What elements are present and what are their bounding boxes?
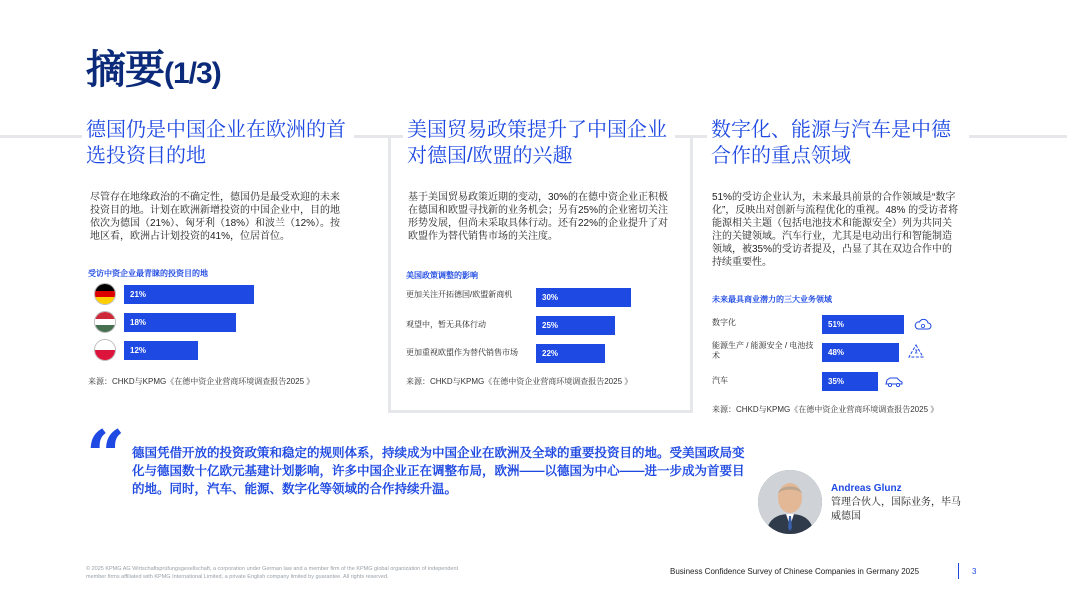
chart-2-category: 更加关注开拓德国/欧盟新商机 — [406, 290, 513, 299]
chart-3-bar: 51% — [822, 315, 904, 334]
flag-hungary-icon — [94, 311, 116, 333]
recycle-icon — [907, 343, 925, 362]
copyright-notice: © 2025 KPMG AG Wirtschaftsprüfungsgesellschaft, a corporation under German law and a member firm of the KPMG global organization of independent member firms affiliated with KPMG International Limited, a private English company limited by guarantee. All rights reserved. — [86, 566, 459, 580]
chart-1-bar: 12% — [124, 341, 198, 360]
chart-3-category: 汽车 — [712, 376, 728, 385]
page-title-main: 摘要 — [86, 48, 164, 92]
page-title-sub: (1/3) — [164, 57, 221, 90]
column-2-body: 基于美国贸易政策近期的变动，30%的在德中资企业正积极在德国和欧盟寻找新的业务机会；另有25%的企业密切关注形势发展，但尚未采取具体行动。还有22%的企业提升了对欧盟作为替代销售市场的关注度。 — [408, 192, 669, 242]
flag-poland-icon — [94, 339, 116, 361]
column-3-source: 来源：CHKD与KPMG《在德中资企业营商环境调查报告2025 》 — [712, 405, 939, 414]
chart-1-title: 受访中资企业最青睐的投资目的地 — [88, 269, 208, 278]
chart-3-category: 数字化 — [712, 318, 736, 327]
avatar — [758, 470, 822, 534]
quote-mark-icon: “ — [86, 416, 126, 496]
person-role: 管理合伙人，国际业务，毕马威德国 — [831, 497, 961, 522]
cloud-icon — [914, 317, 932, 334]
column-2-source: 来源：CHKD与KPMG《在德中资企业营商环境调查报告2025 》 — [406, 377, 633, 386]
column-3-heading: 数字化、能源与汽车是中德合作的重点领域 — [707, 117, 969, 169]
chart-3-bar: 48% — [822, 343, 899, 362]
chart-2-category: 观望中，暂无具体行动 — [406, 320, 486, 329]
column-divider-right — [690, 135, 693, 413]
chart-3-bar: 35% — [822, 372, 878, 391]
chart-3-category: 能源生产 / 能源安全 / 电池技术 — [712, 341, 814, 360]
flag-germany-icon — [94, 283, 116, 305]
column-1-heading: 德国仍是中国企业在欧洲的首选投资目的地 — [82, 117, 354, 169]
chart-2-bar: 25% — [536, 316, 615, 335]
column-bottom-divider — [388, 410, 693, 413]
chart-2-bar: 22% — [536, 344, 605, 363]
quote-text: 德国凭借开放的投资政策和稳定的规则体系，持续成为中国企业在欧洲及全球的重要投资目的地。受美国政局变化与德国数十亿欧元基建计划影响，许多中国企业正在调整布局，欧洲——以德国为中心——进一步成为首要目的地。同时，汽车、能源、数字化等领域的合作持续升温。 — [132, 446, 745, 496]
column-2-heading: 美国贸易政策提升了中国企业对德国/欧盟的兴趣 — [403, 117, 675, 169]
footer-report-title: Business Confidence Survey of Chinese Companies in Germany 2025 — [670, 567, 920, 576]
chart-1-bar: 18% — [124, 313, 236, 332]
column-divider-left — [388, 135, 391, 413]
person-name: Andreas Glunz — [831, 483, 902, 494]
car-icon — [884, 374, 904, 391]
column-1-source: 来源：CHKD与KPMG《在德中资企业营商环境调查报告2025 》 — [88, 377, 315, 386]
chart-3-title: 未来最具商业潜力的三大业务领域 — [712, 295, 832, 304]
chart-2-bar: 30% — [536, 288, 631, 307]
page-title — [86, 38, 221, 95]
column-1-body: 尽管存在地缘政治的不确定性，德国仍是最受欢迎的未来投资目的地。计划在欧洲新增投资的中国企业中，目的地依次为德国（21%）、匈牙利（18%）和波兰（12%）。按地区看，欧洲占计划投资的41%，位居首位。 — [90, 192, 341, 242]
chart-1-bar: 21% — [124, 285, 254, 304]
chart-2-category: 更加重视欧盟作为替代销售市场 — [406, 348, 518, 357]
footer-separator — [958, 563, 959, 579]
column-3-body: 51%的受访企业认为，未来最具前景的合作领域是“数字化”，反映出对创新与流程优化的重视。48% 的受访者将能源相关主题（包括电池技术和能源安全）列为共同关注的关键领域。汽车行业，尤其是电动出行和智能制造领域，被35%的受访者提及，凸显了其在双边合作中的持续重要性。 — [712, 192, 959, 268]
page-number: 3 — [972, 567, 977, 576]
chart-2-title: 美国政策调整的影响 — [406, 271, 478, 280]
